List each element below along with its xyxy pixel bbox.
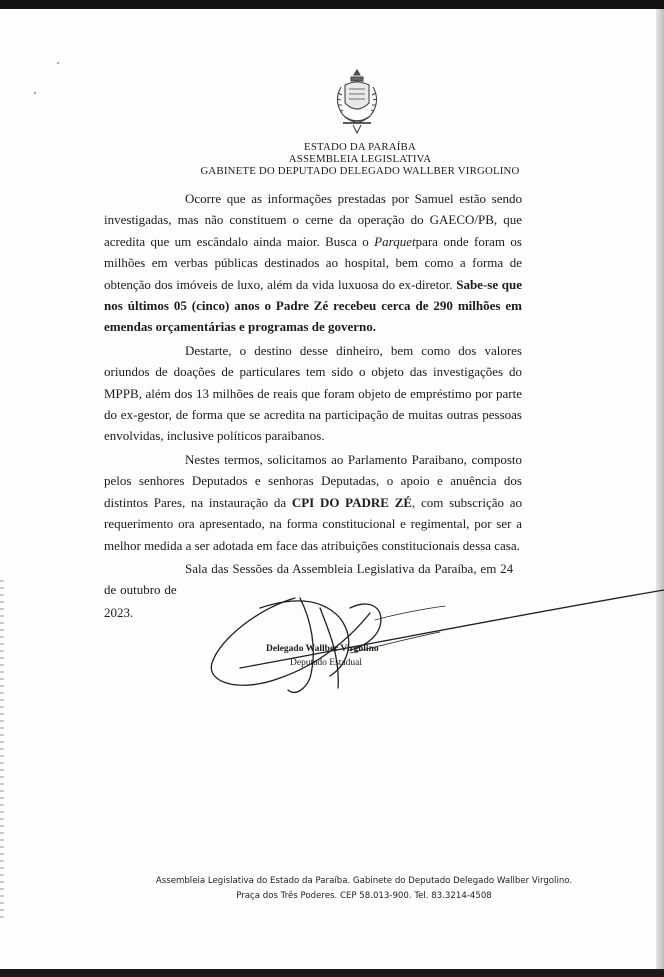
session-date: Sala das Sessões da Assembleia Legislativa da Paraíba, em 24 de outubro de	[104, 560, 514, 598]
letterhead	[180, 141, 540, 177]
handwritten-signature	[200, 578, 664, 708]
header-office: GABINETE DO DEPUTADO DELEGADO WALLBER VIRGOLINO	[200, 165, 520, 177]
signatory-role: Deputado Estadual	[290, 658, 363, 668]
left-scan-edge	[0, 580, 4, 920]
bottom-scan-border	[0, 969, 664, 977]
scan-speck	[57, 62, 59, 64]
header-state: ESTADO DA PARAÍBA	[304, 141, 416, 153]
paragraph-2: Destarte, o destino desse dinheiro, bem como dos valores oriundos de doações de particulares tem sido o objeto das investigações do MPPB, além dos 13 milhões de reais que foram objeto de empréstimo por parte do ex-gestor, de forma que se acredita na participação de muitas outras pessoas envolvidas, inclusive políticos paraibanos.	[104, 342, 522, 444]
header-assembly: ASSEMBLEIA LEGISLATIVA	[288, 153, 432, 165]
footer-office: Assembleia Legislativa do Estado da Paraíba. Gabinete do Deputado Delegado Wallber Virgolino.	[155, 876, 573, 886]
paraiba-coat-of-arms-icon	[329, 67, 385, 137]
document-body	[104, 188, 522, 624]
right-scan-edge	[656, 9, 664, 969]
top-scan-border	[0, 0, 664, 9]
session-year: 2023.	[104, 604, 134, 620]
scan-speck	[34, 92, 36, 94]
paragraph-1: Ocorre que as informações prestadas por Samuel estão sendo investigadas, mas não constituem o cerne da operação do GAECO/PB, que acredita que um escândalo ainda maior. Busca o Parquetpara onde foram os milhões em verbas públicas destinados ao hospital, bem como a forma de obtenção dos imóveis de luxo, além da vida luxuosa do ex-diretor. Sabe-se que nos últimos 05 (cinco) anos o Padre Zé recebeu cerca de 290 milhões em emendas orçamentárias e programas de governo.	[104, 191, 522, 335]
page-footer	[100, 874, 628, 904]
paragraph-3: Nestes termos, solicitamos ao Parlamento Paraibano, composto pelos senhores Deputados e senhoras Deputadas, o apoio e anuência dos distintos Pares, na instauração da CPI DO PADRE ZÉ, com subscrição ao requerimento ora apresentado, na forma constitucional e regimental, por ser a melhor medida a ser adotada em face das atribuições constitucionais dessa casa.	[104, 451, 522, 553]
footer-address: Praça dos Três Poderes. CEP 58.013-900. Tel. 83.3214-4508	[236, 891, 492, 901]
signatory-name: Delegado Wallber Virgolino	[266, 644, 379, 654]
